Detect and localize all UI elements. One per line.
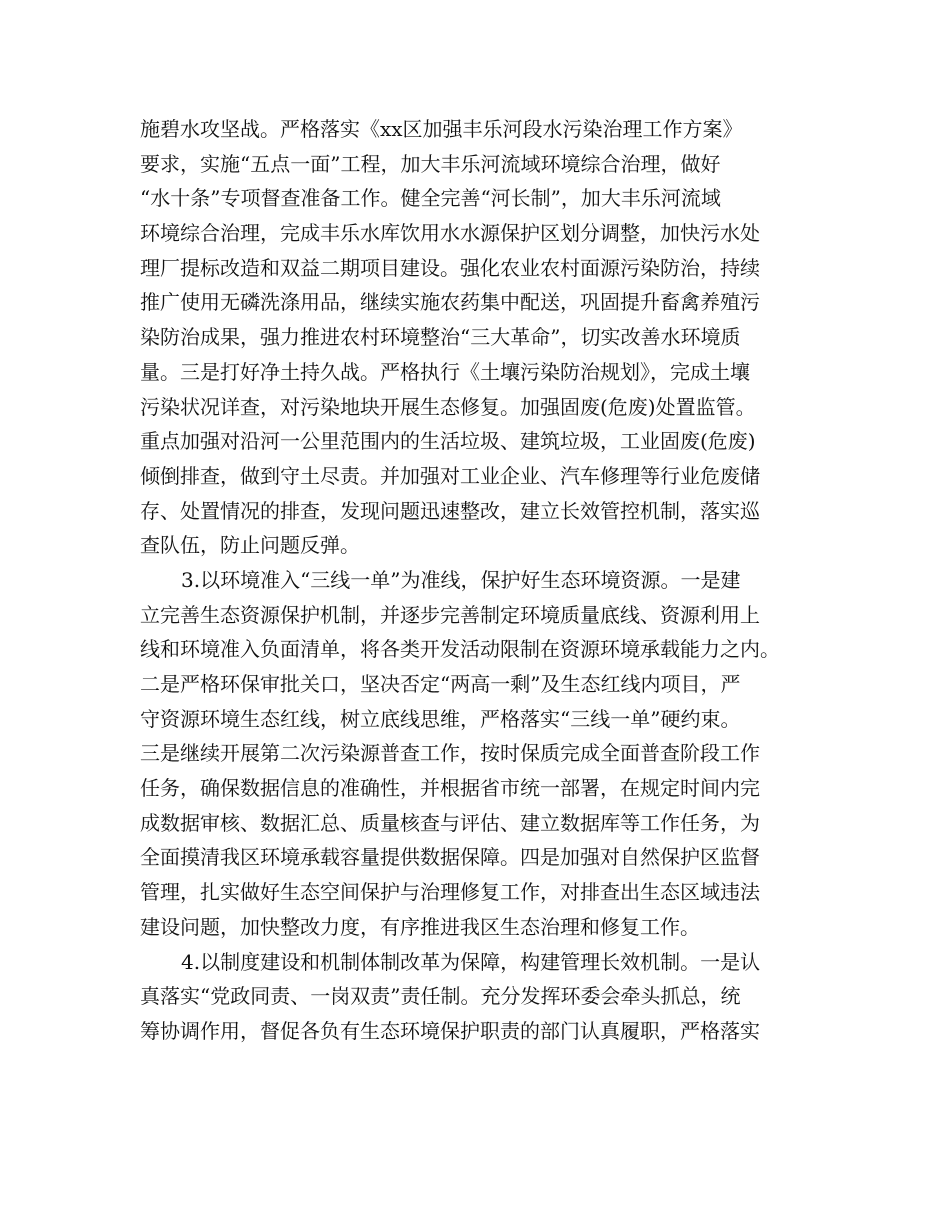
section-3-first-line: 3.以环境准入“三线一单”为准线，保护好生态环境资源。一是建 <box>181 567 741 592</box>
text-line: 二是严格环保审批关口，坚决否定“两高一剩”及生态红线内项目，严 <box>140 672 741 696</box>
text-line: 推广使用无磷洗涤用品，继续实施农药集中配送，巩固提升畜禽养殖污 <box>140 290 760 315</box>
text-line: 任务，确保数据信息的准确性，并根据省市统一部署，在规定时间内完 <box>140 776 760 801</box>
text-line: “水十条”专项督查准备工作。健全完善“河长制”，加大丰乐河流域 <box>140 186 721 211</box>
text-line: 环境综合治理，完成丰乐水库饮用水水源保护区划分调整，加快污水处 <box>140 221 760 246</box>
text-line: 理厂提标改造和双益二期项目建设。强化农业农村面源污染防治，持续 <box>140 255 760 280</box>
text-line: 存、处置情况的排查，发现问题迅速整改，建立长效管控机制，落实巡 <box>140 498 760 523</box>
text-line: 真落实“党政同责、一岗双责”责任制。充分发挥环委会牵头抓总，统 <box>140 984 741 1009</box>
text-line: 线和环境准入负面清单，将各类开发活动限制在资源环境承载能力之内。 <box>140 637 780 662</box>
section-4-first-line: 4.以制度建设和机制体制改革为保障，构建管理长效机制。一是认 <box>181 949 761 974</box>
text-line: 污染状况详查，对污染地块开展生态修复。加强固废(危废)处置监管。 <box>140 394 756 419</box>
text-line: 管理，扎实做好生态空间保护与治理修复工作，对排查出生态区域违法 <box>140 880 760 905</box>
text-line: 倾倒排查，做到守土尽责。并加强对工业企业、汽车修理等行业危废储 <box>140 463 760 488</box>
text-line: 三是继续开展第二次污染源普查工作，按时保质完成全面普查阶段工作 <box>140 741 760 766</box>
text-line: 重点加强对沿河一公里范围内的生活垃圾、建筑垃圾，工业固废(危废) <box>140 429 756 454</box>
text-line: 染防治成果，强力推进农村环境整治“三大革命”，切实改善水环境质 <box>140 325 741 350</box>
text-line: 立完善生态资源保护机制，并逐步完善制定环境质量底线、资源利用上 <box>140 602 760 627</box>
text-line: 全面摸清我区环境承载容量提供数据保障。四是加强对自然保护区监督 <box>140 845 760 870</box>
text-line: 量。三是打好净土持久战。严格执行《土壤污染防治规划》，完成土壤 <box>140 359 750 384</box>
text-line: 要求，实施“五点一面”工程，加大丰乐河流域环境综合治理，做好 <box>140 151 721 176</box>
document-body <box>140 112 820 1049</box>
text-line: 查队伍，防止问题反弹。 <box>140 533 360 558</box>
text-line: 施碧水攻坚战。严格落实《xx区加强丰乐河段水污染治理工作方案》 <box>140 117 743 141</box>
text-line: 成数据审核、数据汇总、质量核查与评估、建立数据库等工作任务，为 <box>140 810 760 835</box>
text-line: 筹协调作用，督促各负有生态环境保护职责的部门认真履职，严格落实 <box>140 1018 760 1043</box>
text-line: 建设问题，加快整改力度，有序推进我区生态治理和修复工作。 <box>140 914 700 939</box>
text-line: 守资源环境生态红线，树立底线思维，严格落实“三线一单”硬约束。 <box>140 706 741 731</box>
